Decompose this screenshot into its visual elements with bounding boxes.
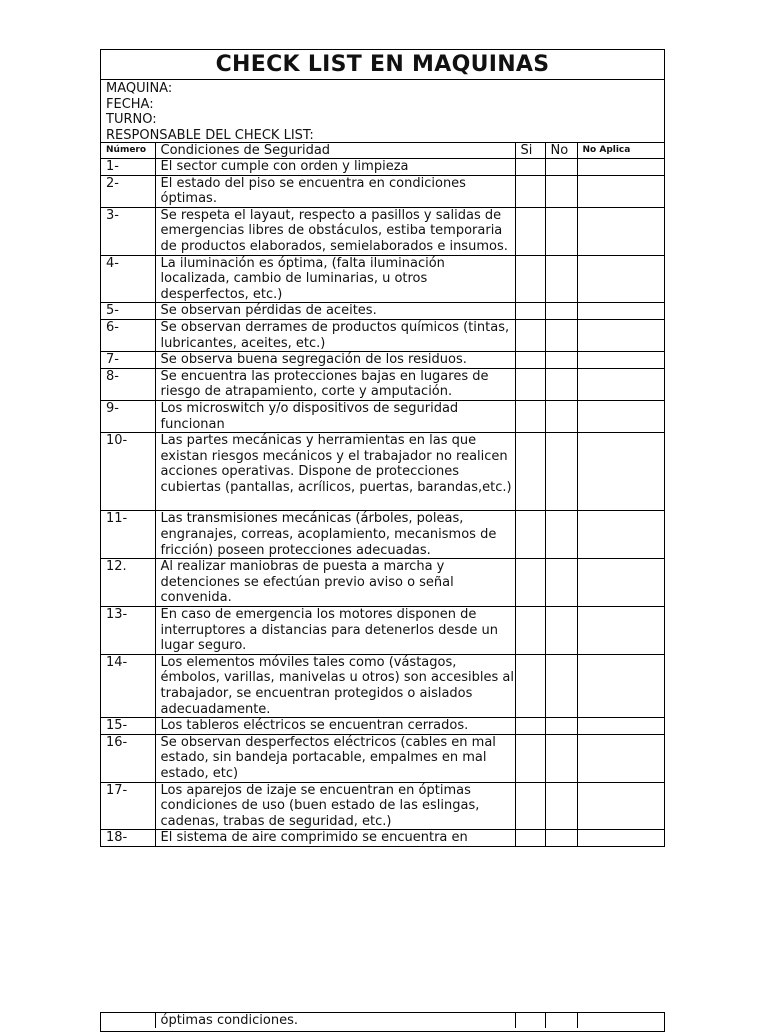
row-number: 11-: [101, 511, 155, 559]
header-no: No: [545, 143, 577, 159]
si-checkbox[interactable]: [515, 319, 545, 351]
table-row: [101, 782, 664, 830]
row-number: 16-: [101, 734, 155, 782]
row-condition: Se observan pérdidas de aceites.: [155, 303, 515, 320]
no-checkbox[interactable]: [545, 303, 577, 320]
si-checkbox[interactable]: [515, 352, 545, 369]
row-number: 15-: [101, 718, 155, 735]
row-number: 14-: [101, 654, 155, 717]
row-number: 13-: [101, 607, 155, 655]
si-checkbox[interactable]: [515, 782, 545, 830]
no-checkbox[interactable]: [545, 175, 577, 207]
row-condition: Se encuentra las protecciones bajas en lugares de riesgo de atrapamiento, corte y amputación.: [155, 368, 515, 400]
si-checkbox[interactable]: [515, 207, 545, 255]
row-condition: Los aparejos de izaje se encuentran en óptimas condiciones de uso (buen estado de las eslingas, cadenas, trabas de seguridad, etc.): [155, 782, 515, 830]
si-checkbox[interactable]: [515, 718, 545, 735]
row-condition: El sector cumple con orden y limpieza: [155, 159, 515, 176]
no-aplica-checkbox[interactable]: [577, 511, 664, 559]
table-row: [101, 159, 664, 176]
row-condition: Los elementos móviles tales como (vástagos, émbolos, varillas, manivelas u otros) son accesibles al trabajador, se encuentran protegidos o aislados adecuadamente.: [155, 654, 515, 717]
no-aplica-checkbox[interactable]: [577, 159, 664, 176]
row-number: 2-: [101, 175, 155, 207]
continuation-si-checkbox[interactable]: [515, 1013, 545, 1028]
si-checkbox[interactable]: [515, 559, 545, 607]
si-checkbox[interactable]: [515, 830, 545, 846]
table-row: [101, 368, 664, 400]
table-row: [101, 607, 664, 655]
no-aplica-checkbox[interactable]: [577, 400, 664, 432]
row-number: 1-: [101, 159, 155, 176]
si-checkbox[interactable]: [515, 175, 545, 207]
no-checkbox[interactable]: [545, 607, 577, 655]
no-aplica-checkbox[interactable]: [577, 207, 664, 255]
continuation-no-aplica-checkbox[interactable]: [577, 1013, 664, 1028]
row-number: 7-: [101, 352, 155, 369]
no-checkbox[interactable]: [545, 718, 577, 735]
no-aplica-checkbox[interactable]: [577, 654, 664, 717]
no-checkbox[interactable]: [545, 830, 577, 846]
row-condition: Los microswitch y/o dispositivos de seguridad funcionan: [155, 400, 515, 432]
no-aplica-checkbox[interactable]: [577, 718, 664, 735]
meta-fecha: FECHA:: [106, 96, 154, 112]
row-number: 9-: [101, 400, 155, 432]
no-checkbox[interactable]: [545, 368, 577, 400]
no-checkbox[interactable]: [545, 400, 577, 432]
no-aplica-checkbox[interactable]: [577, 255, 664, 303]
no-aplica-checkbox[interactable]: [577, 175, 664, 207]
checklist-table: [101, 142, 664, 846]
no-aplica-checkbox[interactable]: [577, 319, 664, 351]
header-si: Si: [515, 143, 545, 159]
no-checkbox[interactable]: [545, 734, 577, 782]
no-checkbox[interactable]: [545, 255, 577, 303]
row-number: 12.: [101, 559, 155, 607]
row-number: 5-: [101, 303, 155, 320]
no-aplica-checkbox[interactable]: [577, 830, 664, 846]
row-condition: Se observan desperfectos eléctricos (cables en mal estado, sin bandeja portacable, empalmes en mal estado, etc): [155, 734, 515, 782]
no-aplica-checkbox[interactable]: [577, 352, 664, 369]
row-condition: El sistema de aire comprimido se encuentra en: [155, 830, 515, 846]
continuation-no-checkbox[interactable]: [545, 1013, 577, 1028]
header-row: [101, 143, 664, 159]
continuation-sheet: [100, 1012, 665, 1032]
row-condition: Los tableros eléctricos se encuentran cerrados.: [155, 718, 515, 735]
row-number: 18-: [101, 830, 155, 846]
si-checkbox[interactable]: [515, 734, 545, 782]
table-row: [101, 400, 664, 432]
meta-responsable: RESPONSABLE DEL CHECK LIST:: [106, 127, 314, 143]
no-aplica-checkbox[interactable]: [577, 368, 664, 400]
no-checkbox[interactable]: [545, 511, 577, 559]
row-number: 10-: [101, 433, 155, 511]
row-condition: Al realizar maniobras de puesta a marcha y detenciones se efectúan previo aviso o señal convenida.: [155, 559, 515, 607]
table-row: [101, 319, 664, 351]
row-number: 4-: [101, 255, 155, 303]
table-row: [101, 303, 664, 320]
si-checkbox[interactable]: [515, 159, 545, 176]
table-row: [101, 511, 664, 559]
si-checkbox[interactable]: [515, 511, 545, 559]
no-checkbox[interactable]: [545, 433, 577, 511]
header-no-aplica: No Aplica: [577, 143, 664, 159]
continuation-table: [101, 1013, 664, 1028]
row-condition: La iluminación es óptima, (falta iluminación localizada, cambio de luminarias, u otros desperfectos, etc.): [155, 255, 515, 303]
no-aplica-checkbox[interactable]: [577, 782, 664, 830]
row-number: 17-: [101, 782, 155, 830]
si-checkbox[interactable]: [515, 654, 545, 717]
no-aplica-checkbox[interactable]: [577, 607, 664, 655]
no-checkbox[interactable]: [545, 352, 577, 369]
no-checkbox[interactable]: [545, 159, 577, 176]
page-title: CHECK LIST EN MAQUINAS: [101, 50, 664, 80]
row-condition: El estado del piso se encuentra en condiciones óptimas.: [155, 175, 515, 207]
table-row: [101, 175, 664, 207]
row-condition: Las partes mecánicas y herramientas en las que existan riesgos mecánicos y el trabajador no realicen acciones operativas. Dispone de protecciones cubiertas (pantallas, acrílicos, puertas, barandas,etc.): [155, 433, 515, 511]
table-row: [101, 830, 664, 846]
no-checkbox[interactable]: [545, 319, 577, 351]
no-checkbox[interactable]: [545, 559, 577, 607]
si-checkbox[interactable]: [515, 433, 545, 511]
table-row: [101, 559, 664, 607]
row-condition: Se observan derrames de productos químicos (tintas, lubricantes, aceites, etc.): [155, 319, 515, 351]
table-row: [101, 207, 664, 255]
si-checkbox[interactable]: [515, 255, 545, 303]
row-condition: Se observa buena segregación de los residuos.: [155, 352, 515, 369]
no-checkbox[interactable]: [545, 782, 577, 830]
meta-block: [101, 80, 664, 142]
table-row: [101, 734, 664, 782]
no-checkbox[interactable]: [545, 207, 577, 255]
meta-turno: TURNO:: [106, 112, 157, 128]
continuation-row: [101, 1013, 664, 1028]
checklist-sheet: [100, 49, 665, 847]
row-condition: En caso de emergencia los motores disponen de interruptores a distancias para detenerlos desde un lugar seguro.: [155, 607, 515, 655]
row-number: 8-: [101, 368, 155, 400]
row-number: 6-: [101, 319, 155, 351]
si-checkbox[interactable]: [515, 607, 545, 655]
table-row: [101, 718, 664, 735]
row-number: 3-: [101, 207, 155, 255]
row-condition: Las transmisiones mecánicas (árboles, poleas, engranajes, correas, acoplamiento, mecanismos de fricción) poseen protecciones adecuadas.: [155, 511, 515, 559]
row-condition: Se respeta el layaut, respecto a pasillos y salidas de emergencias libres de obstáculos, estiba temporaria de productos elaborados, semielaborados e insumos.: [155, 207, 515, 255]
header-numero: Número: [101, 143, 155, 159]
continuation-text: óptimas condiciones.: [155, 1013, 515, 1028]
no-aplica-checkbox[interactable]: [577, 559, 664, 607]
continuation-num-cell: [101, 1013, 155, 1028]
checklist-body: [101, 159, 664, 846]
si-checkbox[interactable]: [515, 368, 545, 400]
si-checkbox[interactable]: [515, 303, 545, 320]
table-row: [101, 255, 664, 303]
table-row: [101, 352, 664, 369]
header-condiciones: Condiciones de Seguridad: [155, 143, 515, 159]
no-checkbox[interactable]: [545, 654, 577, 717]
table-row: [101, 654, 664, 717]
meta-maquina: MAQUINA:: [106, 81, 173, 96]
no-aplica-checkbox[interactable]: [577, 734, 664, 782]
table-row: [101, 433, 664, 511]
si-checkbox[interactable]: [515, 400, 545, 432]
no-aplica-checkbox[interactable]: [577, 303, 664, 320]
no-aplica-checkbox[interactable]: [577, 433, 664, 511]
